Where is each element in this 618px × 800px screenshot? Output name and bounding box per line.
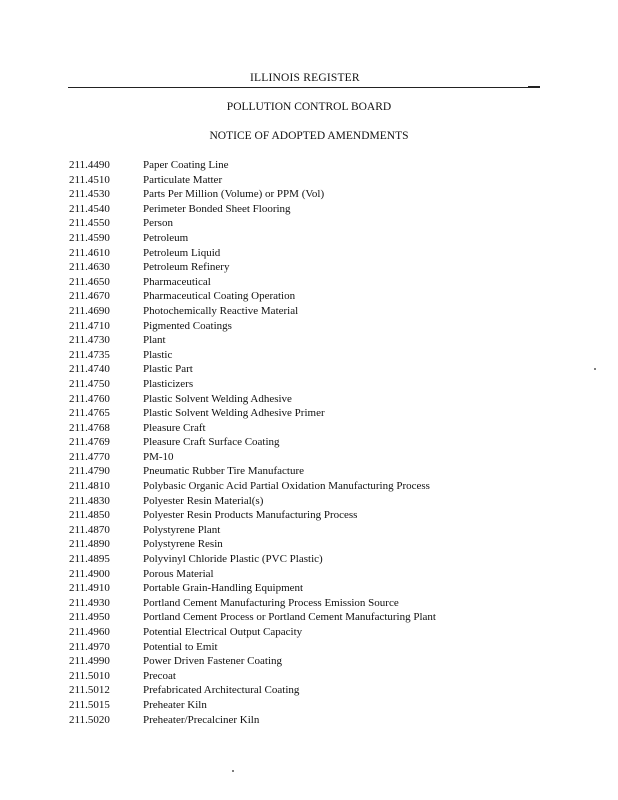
defined-term: Pharmaceutical — [143, 275, 211, 288]
defined-term: Porous Material — [143, 567, 214, 580]
defined-term: Pneumatic Rubber Tire Manufacture — [143, 465, 304, 478]
defined-term: Polybasic Organic Acid Partial Oxidation Manufacturing Process — [143, 480, 430, 493]
section-number: 211.4530 — [69, 188, 110, 201]
section-number: 211.4540 — [69, 202, 110, 215]
section-number: 211.4895 — [69, 553, 110, 566]
section-number: 211.4750 — [69, 377, 110, 390]
section-number: 211.4490 — [69, 159, 110, 171]
list-item — [69, 260, 549, 275]
section-number: 211.4960 — [69, 626, 110, 638]
scan-speck — [594, 368, 596, 370]
section-number: 211.4760 — [69, 392, 110, 405]
section-number: 211.5010 — [69, 669, 110, 682]
list-item — [69, 377, 549, 392]
defined-term: Polyester Resin Material(s) — [143, 494, 264, 507]
list-item — [69, 450, 549, 465]
defined-term: Polystyrene Plant — [143, 523, 221, 536]
list-item — [69, 523, 549, 538]
section-number: 211.4730 — [69, 334, 110, 347]
defined-term: Pharmaceutical Coating Operation — [143, 290, 296, 303]
list-item — [69, 464, 549, 479]
defined-term: Plastic Solvent Welding Adhesive Primer — [143, 407, 325, 420]
list-item — [69, 654, 549, 669]
list-item — [69, 581, 549, 596]
list-item — [69, 319, 549, 334]
list-item — [69, 304, 549, 319]
list-item — [69, 246, 549, 261]
section-number: 211.4630 — [69, 261, 110, 274]
scan-speck — [232, 770, 234, 772]
list-item — [69, 173, 549, 188]
section-number: 211.4769 — [69, 436, 110, 449]
list-item — [69, 362, 549, 377]
defined-term: Portland Cement Process or Portland Cement Manufacturing Plant — [143, 611, 436, 624]
section-number: 211.5020 — [69, 713, 110, 726]
defined-term: Photochemically Reactive Material — [143, 304, 299, 317]
list-item — [69, 275, 549, 290]
definition-list — [69, 158, 549, 727]
defined-term: Petroleum Liquid — [143, 246, 221, 259]
defined-term: Plastic — [143, 348, 173, 361]
list-item — [69, 537, 549, 552]
header-rule-mark — [528, 86, 540, 88]
defined-term: Portable Grain-Handling Equipment — [143, 582, 304, 595]
list-item — [69, 494, 549, 509]
list-item — [69, 479, 549, 494]
section-number: 211.4768 — [69, 421, 110, 434]
section-number: 211.4990 — [69, 655, 110, 668]
defined-term: Portland Cement Manufacturing Process Emission Source — [143, 596, 399, 609]
section-number: 211.4650 — [69, 275, 110, 288]
section-number: 211.5012 — [69, 684, 110, 697]
list-item — [69, 508, 549, 523]
section-number: 211.4830 — [69, 494, 110, 507]
section-number: 211.4850 — [69, 509, 110, 522]
section-number: 211.4765 — [69, 407, 110, 420]
defined-term: Pigmented Coatings — [143, 319, 232, 332]
section-number: 211.4950 — [69, 611, 110, 624]
defined-term: Prefabricated Architectural Coating — [143, 684, 300, 697]
list-item — [69, 552, 549, 567]
section-number: 211.4900 — [69, 567, 110, 580]
defined-term: Potential to Emit — [143, 640, 218, 653]
list-item — [69, 596, 549, 611]
section-number: 211.4510 — [69, 173, 110, 186]
defined-term: Pleasure Craft — [143, 421, 206, 434]
header-rule — [68, 87, 540, 88]
defined-term: Potential Electrical Output Capacity — [143, 626, 303, 638]
defined-term: Precoat — [143, 669, 176, 682]
defined-term: Polyester Resin Products Manufacturing Process — [143, 509, 358, 522]
agency-name: POLLUTION CONTROL BOARD — [226, 101, 392, 113]
defined-term: Person — [143, 217, 173, 230]
defined-term: Particulate Matter — [143, 173, 223, 186]
defined-term: Parts Per Million (Volume) or PPM (Vol) — [143, 188, 325, 201]
list-item — [69, 567, 549, 582]
list-item — [69, 640, 549, 655]
defined-term: Plastic Part — [143, 363, 193, 376]
list-item — [69, 289, 549, 304]
list-item — [69, 406, 549, 421]
section-number: 211.4870 — [69, 523, 110, 536]
section-number: 211.4735 — [69, 348, 110, 361]
list-item — [69, 392, 549, 407]
list-item — [69, 669, 549, 684]
notice-heading: NOTICE OF ADOPTED AMENDMENTS — [209, 130, 409, 142]
list-item — [69, 683, 549, 698]
list-item — [69, 158, 549, 173]
section-number: 211.4910 — [69, 582, 110, 595]
section-number: 211.4610 — [69, 246, 110, 259]
list-item — [69, 421, 549, 436]
section-number: 211.4890 — [69, 538, 110, 551]
list-item — [69, 698, 549, 713]
section-number: 211.4590 — [69, 231, 110, 244]
list-item — [69, 333, 549, 348]
defined-term: Petroleum Refinery — [143, 261, 230, 274]
defined-term: PM-10 — [143, 450, 174, 463]
defined-term: Petroleum — [143, 231, 189, 244]
list-item — [69, 348, 549, 363]
defined-term: Plastic Solvent Welding Adhesive — [143, 392, 292, 405]
defined-term: Plant — [143, 334, 166, 347]
defined-term: Paper Coating Line — [143, 159, 229, 171]
section-number: 211.4810 — [69, 480, 110, 493]
list-item — [69, 231, 549, 246]
list-item — [69, 216, 549, 231]
defined-term: Preheater Kiln — [143, 698, 207, 711]
defined-term: Perimeter Bonded Sheet Flooring — [143, 202, 291, 215]
list-item — [69, 610, 549, 625]
defined-term: Preheater/Precalciner Kiln — [143, 713, 260, 726]
section-number: 211.5015 — [69, 698, 110, 711]
section-number: 211.4690 — [69, 304, 110, 317]
section-number: 211.4740 — [69, 363, 110, 376]
section-number: 211.4710 — [69, 319, 110, 332]
list-item — [69, 713, 549, 728]
list-item — [69, 435, 549, 450]
section-number: 211.4550 — [69, 217, 110, 230]
defined-term: Plasticizers — [143, 377, 194, 390]
section-number: 211.4670 — [69, 290, 110, 303]
defined-term: Power Driven Fastener Coating — [143, 655, 282, 668]
section-number: 211.4770 — [69, 450, 110, 463]
defined-term: Pleasure Craft Surface Coating — [143, 436, 280, 449]
section-number: 211.4930 — [69, 596, 110, 609]
list-item — [69, 202, 549, 217]
list-item — [69, 625, 549, 640]
defined-term: Polyvinyl Chloride Plastic (PVC Plastic) — [143, 553, 323, 566]
register-title: ILLINOIS REGISTER — [250, 72, 360, 84]
defined-term: Polystyrene Resin — [143, 538, 223, 551]
list-item — [69, 187, 549, 202]
section-number: 211.4970 — [69, 640, 110, 653]
section-number: 211.4790 — [69, 465, 110, 478]
